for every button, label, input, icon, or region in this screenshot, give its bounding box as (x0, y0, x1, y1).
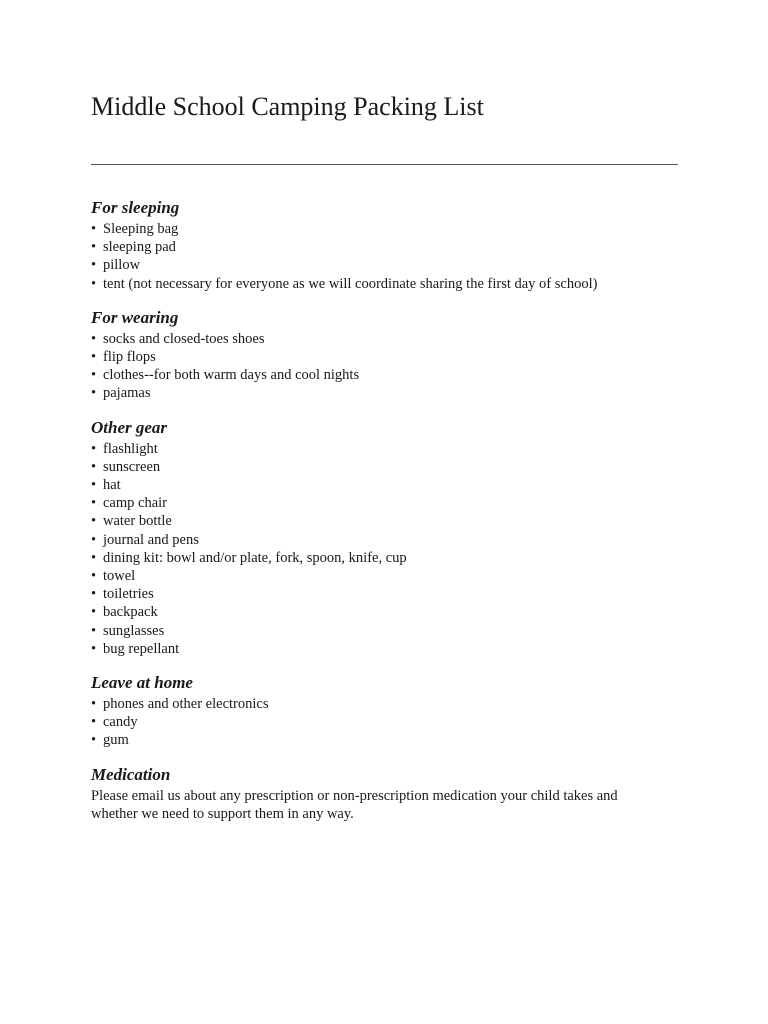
bullet-icon: • (91, 275, 97, 292)
bullet-icon: • (91, 531, 97, 548)
section-heading: For sleeping (91, 198, 180, 217)
bullet-icon: • (91, 714, 97, 731)
section-heading: Medication (91, 764, 171, 784)
list-item-text: sunscreen (103, 458, 161, 475)
document-body (91, 196, 681, 837)
list-item (91, 695, 681, 713)
list-item-text: journal and pens (103, 531, 199, 548)
list-item-text: phones and other electronics (103, 696, 269, 713)
page-title: Middle School Camping Packing List (91, 92, 484, 121)
list-item (91, 731, 681, 749)
bullet-icon: • (91, 440, 97, 457)
list-item-text: camp chair (103, 495, 168, 512)
list-item (91, 384, 681, 402)
title-divider (91, 164, 678, 165)
section-medication (91, 763, 681, 824)
bullet-icon: • (91, 385, 97, 402)
list-item (91, 458, 681, 476)
bullet-icon: • (91, 696, 97, 713)
bullet-icon: • (91, 568, 97, 585)
bullet-icon: • (91, 732, 97, 749)
list-item-text: flip flops (103, 349, 156, 366)
item-list (91, 220, 681, 293)
list-item-text: backpack (103, 604, 158, 621)
section-other-gear (91, 416, 681, 658)
section-leave-at-home (91, 671, 681, 750)
list-item-text: sunglasses (103, 622, 165, 639)
list-item-text: dining kit: bowl and/or plate, fork, spoon, knife, cup (103, 549, 407, 566)
item-list (91, 330, 681, 403)
list-item (91, 622, 681, 640)
section-heading: Other gear (91, 417, 168, 437)
section-for-wearing (91, 306, 681, 403)
bullet-icon: • (91, 349, 97, 366)
list-item (91, 603, 681, 621)
list-item (91, 512, 681, 530)
list-item-text: flashlight (103, 440, 158, 457)
list-item (91, 549, 681, 567)
list-item-text: gum (103, 732, 129, 749)
bullet-icon: • (91, 458, 97, 475)
list-item (91, 366, 681, 384)
bullet-icon: • (91, 221, 97, 237)
list-item (91, 640, 681, 658)
list-item (91, 567, 681, 585)
bullet-icon: • (91, 640, 97, 657)
list-item (91, 440, 681, 458)
section-heading: Leave at home (91, 673, 193, 693)
list-item-text: tent (not necessary for everyone as we will coordinate sharing the first day of school) (103, 275, 598, 292)
list-item (91, 585, 681, 603)
list-item-text: hat (103, 477, 121, 494)
list-item-text: water bottle (103, 513, 172, 530)
bullet-icon: • (91, 622, 97, 639)
bullet-icon: • (91, 549, 97, 566)
bullet-icon: • (91, 477, 97, 494)
list-item (91, 238, 681, 256)
list-item-text: sleeping pad (103, 239, 176, 256)
list-item-text: socks and closed-toes shoes (103, 330, 265, 347)
bullet-icon: • (91, 513, 97, 530)
list-item (91, 713, 681, 731)
list-item-text: pajamas (103, 385, 151, 402)
bullet-icon: • (91, 604, 97, 621)
list-item-text: candy (103, 714, 138, 731)
list-item (91, 220, 681, 238)
list-item-text: toiletries (103, 586, 154, 603)
list-item-text: clothes--for both warm days and cool nights (103, 367, 360, 384)
bullet-icon: • (91, 330, 97, 347)
list-item-text: Sleeping bag (103, 221, 179, 237)
item-list (91, 695, 681, 750)
bullet-icon: • (91, 586, 97, 603)
list-item (91, 330, 681, 348)
item-list (91, 440, 681, 658)
list-item (91, 256, 681, 274)
list-item (91, 494, 681, 512)
list-item (91, 476, 681, 494)
bullet-icon: • (91, 495, 97, 512)
list-item-text: bug repellant (103, 640, 180, 657)
section-heading: For wearing (91, 307, 179, 327)
list-item-text: pillow (103, 257, 141, 274)
bullet-icon: • (91, 257, 97, 274)
bullet-icon: • (91, 367, 97, 384)
bullet-icon: • (91, 239, 97, 256)
list-item (91, 275, 681, 293)
list-item (91, 531, 681, 549)
section-for-sleeping (91, 196, 681, 293)
list-item (91, 348, 681, 366)
list-item-text: towel (103, 568, 136, 585)
medication-note: Please email us about any prescription or non-prescription medication your child takes and whether we need to support them in any way. (91, 787, 618, 823)
